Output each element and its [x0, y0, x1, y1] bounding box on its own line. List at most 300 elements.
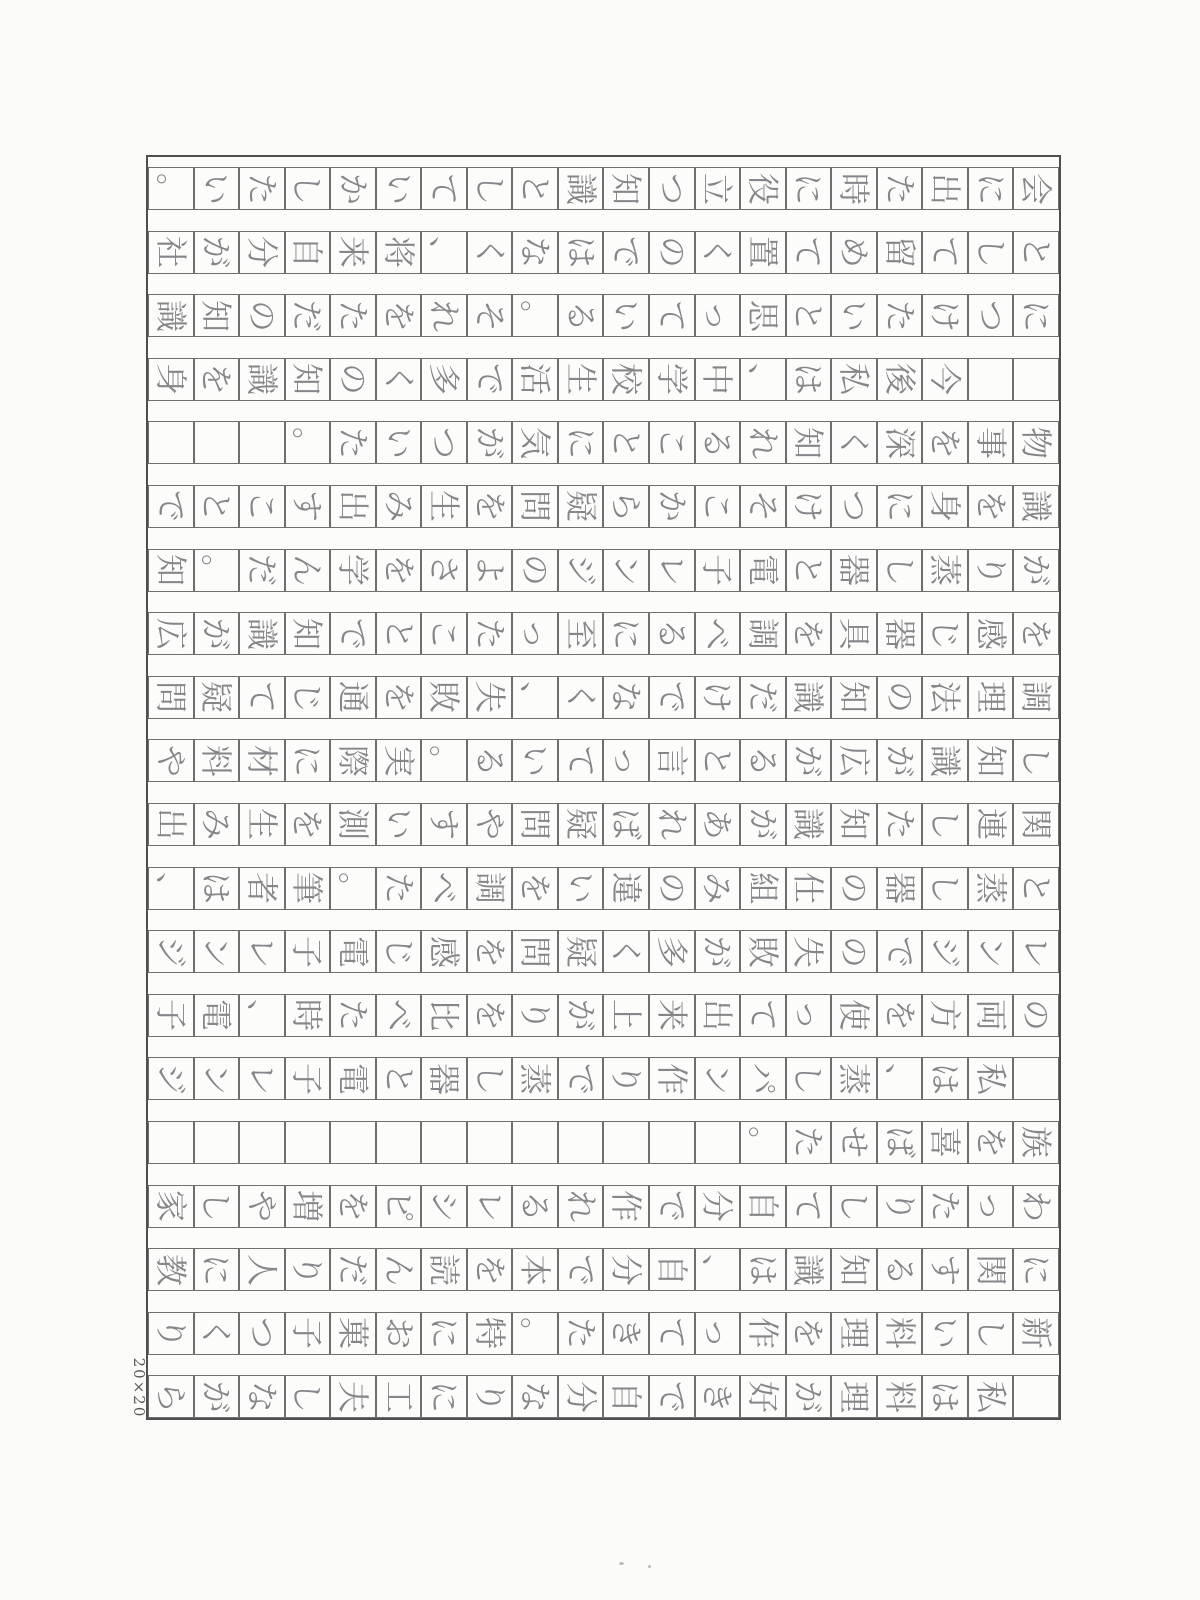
grid-cell: [786, 1248, 832, 1291]
grid-cell: [239, 930, 285, 973]
handwritten-character: っ: [698, 1317, 737, 1350]
handwritten-character: 、: [425, 236, 464, 269]
grid-cell: [786, 549, 832, 592]
grid-cell: [968, 421, 1014, 464]
grid-cell: [421, 1185, 467, 1228]
grid-cell: [786, 1121, 832, 1164]
grid-cell: [831, 930, 877, 973]
handwritten-character: 学: [333, 554, 372, 587]
grid-cell: [285, 1185, 331, 1228]
handwritten-character: し: [971, 236, 1010, 269]
handwritten-character: 来: [652, 999, 691, 1032]
grid-cell: [968, 549, 1014, 592]
grid-cell: [695, 485, 741, 528]
handwritten-character: ん: [288, 554, 327, 587]
handwritten-character: 組: [743, 872, 782, 905]
handwritten-character: 置: [743, 236, 782, 269]
grid-cell: [922, 1185, 968, 1228]
handwritten-character: 識: [242, 363, 281, 396]
handwritten-character: 問: [516, 935, 555, 968]
grid-cell: [467, 803, 513, 846]
grid-cell: [421, 231, 467, 274]
grid-cell: [558, 358, 604, 401]
grid-cell: [558, 549, 604, 592]
handwritten-character: つ: [971, 299, 1010, 332]
handwritten-character: み: [197, 808, 236, 841]
grid-cell: [239, 421, 285, 464]
grid-cell: [467, 358, 513, 401]
handwritten-character: せ: [834, 1126, 873, 1159]
handwritten-character: 作: [743, 1317, 782, 1350]
grid-cell: [512, 167, 558, 210]
handwritten-character: 。: [151, 172, 190, 205]
grid-cell: [603, 803, 649, 846]
grid-cell: [194, 421, 240, 464]
grid-cell: [786, 485, 832, 528]
grid-cell: [603, 1312, 649, 1355]
grid-cell: [285, 1375, 331, 1418]
handwritten-character: で: [652, 1380, 691, 1413]
grid-cell: [239, 358, 285, 401]
handwritten-character: 生: [561, 363, 600, 396]
grid-cell: [376, 549, 422, 592]
handwritten-character: の: [1017, 999, 1056, 1032]
handwritten-character: 問: [516, 808, 555, 841]
handwritten-character: れ: [425, 299, 464, 332]
grid-cell: [1013, 994, 1059, 1037]
handwritten-character: ん: [379, 1253, 418, 1286]
grid-cell: [194, 930, 240, 973]
grid-cell: [603, 1185, 649, 1228]
grid-cell: [239, 803, 285, 846]
grid-cell: [603, 421, 649, 464]
grid-cell: [695, 1375, 741, 1418]
grid-cell: [877, 549, 923, 592]
grid-cell: [603, 294, 649, 337]
grid-cell: [831, 231, 877, 274]
grid-cell: [695, 421, 741, 464]
grid-cell: [330, 1185, 376, 1228]
handwritten-character: 、: [698, 1253, 737, 1286]
grid-cell: [512, 1185, 558, 1228]
handwritten-character: に: [197, 1253, 236, 1286]
handwritten-character: で: [470, 363, 509, 396]
handwritten-character: 、: [880, 1062, 919, 1095]
handwritten-character: 失: [470, 681, 509, 714]
handwritten-character: 電: [197, 999, 236, 1032]
handwritten-character: 識: [151, 299, 190, 332]
grid-cell: [558, 1185, 604, 1228]
handwritten-character: 料: [880, 1317, 919, 1350]
grid-cell: [695, 294, 741, 337]
handwritten-character: っ: [971, 1189, 1010, 1223]
handwritten-character: し: [470, 1062, 509, 1095]
handwritten-character: 方: [926, 999, 965, 1032]
grid-cell: [740, 549, 786, 592]
grid-cell: [968, 994, 1014, 1037]
grid-cell: [831, 294, 877, 337]
grid-cell: [786, 803, 832, 846]
grid-cell: [239, 231, 285, 274]
grid-cell: [239, 1312, 285, 1355]
grid-cell: [649, 485, 695, 528]
grid-cell: [285, 421, 331, 464]
handwritten-character: 識: [242, 617, 281, 650]
grid-cell: [330, 676, 376, 719]
grid-cell: [968, 739, 1014, 782]
handwritten-character: め: [834, 236, 873, 269]
grid-cell: [786, 739, 832, 782]
handwritten-character: け: [698, 681, 737, 714]
grid-cell: [603, 994, 649, 1037]
grid-cell: [421, 930, 467, 973]
handwritten-character: そ: [470, 299, 509, 332]
grid-cell: [968, 1121, 1014, 1164]
handwritten-character: 喜: [926, 1126, 965, 1159]
grid-cell: [1013, 930, 1059, 973]
grid-cell: [148, 1248, 194, 1291]
handwritten-character: に: [971, 172, 1010, 205]
grid-cell: [968, 1248, 1014, 1291]
grid-cell: [740, 867, 786, 910]
grid-cell: [194, 1375, 240, 1418]
handwritten-character: は: [197, 872, 236, 905]
grid-cell: [831, 358, 877, 401]
handwritten-character: 、: [151, 872, 190, 905]
handwritten-character: る: [880, 1253, 919, 1286]
grid-cell: [831, 1312, 877, 1355]
grid-cell: [467, 1312, 513, 1355]
grid-cell: [467, 676, 513, 719]
handwritten-character: を: [379, 554, 418, 587]
grid-cell: [512, 994, 558, 1037]
grid-cell: [239, 294, 285, 337]
handwritten-character: を: [197, 363, 236, 396]
grid-cell: [649, 1185, 695, 1228]
grid-cell: [786, 612, 832, 655]
handwritten-character: の: [652, 872, 691, 905]
grid-cell: [421, 358, 467, 401]
grid-cell: [649, 1248, 695, 1291]
handwritten-character: た: [333, 426, 372, 459]
handwritten-character: 関: [1017, 808, 1056, 841]
handwritten-character: を: [288, 808, 327, 841]
handwritten-character: 中: [698, 363, 737, 396]
grid-cell: [740, 1312, 786, 1355]
handwritten-character: い: [607, 299, 646, 332]
grid-row: [148, 739, 1059, 782]
grid-cell: [603, 1375, 649, 1418]
handwritten-character: が: [470, 426, 509, 459]
handwritten-character: 仕: [789, 872, 828, 905]
handwritten-character: に: [561, 426, 600, 459]
handwritten-character: を: [516, 872, 555, 905]
grid-cell: [877, 167, 923, 210]
handwritten-character: 特: [470, 1317, 509, 1350]
handwritten-character: 知: [288, 617, 327, 650]
grid-cell: [558, 1312, 604, 1355]
grid-cell: [786, 358, 832, 401]
grid-cell: [649, 803, 695, 846]
handwritten-character: 、: [516, 681, 555, 714]
handwritten-character: 時: [834, 172, 873, 205]
handwritten-character: に: [1017, 299, 1056, 332]
grid-cell: [922, 231, 968, 274]
grid-cell: [1013, 421, 1059, 464]
handwritten-character: 広: [834, 744, 873, 777]
grid-cell: [603, 739, 649, 782]
handwritten-character: で: [652, 1189, 691, 1223]
grid-cell: [740, 231, 786, 274]
grid-cell: [330, 549, 376, 592]
grid-cell: [831, 1248, 877, 1291]
handwritten-character: 気: [516, 426, 555, 459]
grid-row: [148, 358, 1059, 401]
grid-cell: [603, 1057, 649, 1100]
grid-cell: [922, 739, 968, 782]
grid-cell: [877, 1121, 923, 1164]
grid-cell: [968, 1057, 1014, 1100]
handwritten-character: ら: [151, 1380, 190, 1413]
handwritten-character: 生: [242, 808, 281, 841]
handwritten-character: 電: [333, 935, 372, 968]
grid-cell: [512, 421, 558, 464]
grid-cell: [786, 294, 832, 337]
grid-cell: [1013, 1185, 1059, 1228]
grid-cell: [695, 867, 741, 910]
grid-cell: [649, 231, 695, 274]
grid-cell: [467, 612, 513, 655]
handwritten-character: た: [470, 617, 509, 650]
grid-cell: [376, 930, 422, 973]
handwritten-character: て: [652, 1317, 691, 1350]
grid-row: [148, 485, 1059, 528]
grid-cell: [330, 612, 376, 655]
handwritten-character: が: [1017, 554, 1056, 587]
handwritten-character: 筆: [288, 872, 327, 905]
grid-cell: [1013, 549, 1059, 592]
grid-cell: [330, 1248, 376, 1291]
grid-cell: [330, 1312, 376, 1355]
handwritten-character: 、: [743, 363, 782, 396]
grid-cell: [558, 485, 604, 528]
handwritten-character: 新: [1017, 1317, 1056, 1350]
handwritten-character: り: [151, 1317, 190, 1350]
grid-cell: [1013, 1121, 1059, 1164]
handwritten-character: 敗: [425, 681, 464, 714]
handwritten-character: た: [880, 299, 919, 332]
handwritten-character: 子: [698, 554, 737, 587]
grid-cell: [148, 549, 194, 592]
handwritten-character: っ: [698, 299, 737, 332]
grid-cell: [421, 167, 467, 210]
handwritten-character: 立: [698, 172, 737, 205]
grid-cell: [148, 1185, 194, 1228]
grid-cell: [603, 231, 649, 274]
grid-cell: [786, 1057, 832, 1100]
grid-cell: [877, 867, 923, 910]
grid-row: [148, 421, 1059, 464]
grid-cell: [421, 612, 467, 655]
grid-cell: [603, 549, 649, 592]
grid-cell: [649, 612, 695, 655]
handwritten-character: さ: [425, 554, 464, 587]
grid-cell: [786, 867, 832, 910]
grid-cell: [376, 1057, 422, 1100]
grid-cell: [467, 1185, 513, 1228]
handwritten-character: て: [242, 681, 281, 714]
grid-cell: [330, 930, 376, 973]
handwritten-character: く: [561, 681, 600, 714]
grid-cell: [421, 1375, 467, 1418]
handwritten-character: 子: [288, 935, 327, 968]
grid-cell: [239, 867, 285, 910]
handwritten-character: が: [789, 1380, 828, 1413]
grid-cell: [421, 1121, 467, 1164]
handwritten-character: 事: [971, 426, 1010, 459]
handwritten-character: き: [698, 1380, 737, 1413]
handwritten-character: な: [242, 1380, 281, 1413]
grid-cell: [148, 167, 194, 210]
grid-cell: [376, 1248, 422, 1291]
handwritten-character: 理: [834, 1317, 873, 1350]
handwritten-character: す: [288, 490, 327, 523]
grid-cell: [1013, 1312, 1059, 1355]
grid-cell: [512, 676, 558, 719]
handwritten-character: い: [197, 172, 236, 205]
grid-cell: [376, 867, 422, 910]
handwritten-character: ン: [197, 1062, 236, 1095]
handwritten-character: 識: [926, 744, 965, 777]
grid-cell: [831, 994, 877, 1037]
grid-cell: [922, 1121, 968, 1164]
grid-cell: [239, 612, 285, 655]
handwritten-character: 。: [516, 1317, 555, 1350]
grid-row: [148, 612, 1059, 655]
grid-cell: [740, 167, 786, 210]
grid-cell: [467, 994, 513, 1037]
handwritten-character: 身: [926, 490, 965, 523]
grid-cell: [285, 1057, 331, 1100]
handwritten-character: た: [242, 172, 281, 205]
grid-cell: [877, 676, 923, 719]
grid-cell: [922, 1312, 968, 1355]
handwritten-character: じ: [288, 681, 327, 714]
handwritten-character: が: [197, 1380, 236, 1413]
handwritten-character: 自: [652, 1253, 691, 1286]
grid-row: [148, 1121, 1059, 1164]
grid-cell: [239, 549, 285, 592]
handwritten-character: 識: [789, 808, 828, 841]
grid-cell: [467, 1057, 513, 1100]
handwritten-character: 料: [880, 1380, 919, 1413]
handwritten-character: れ: [743, 426, 782, 459]
manuscript-sheet: [146, 155, 1061, 1420]
grid-cell: [877, 1057, 923, 1100]
grid-cell: [376, 421, 422, 464]
grid-cell: [239, 1057, 285, 1100]
grid-cell: [603, 612, 649, 655]
grid-cell: [239, 994, 285, 1037]
grid-cell: [922, 421, 968, 464]
grid-cell: [1013, 867, 1059, 910]
handwritten-character: お: [379, 1317, 418, 1350]
handwritten-character: に: [789, 172, 828, 205]
handwritten-character: し: [926, 808, 965, 841]
handwritten-character: る: [743, 744, 782, 777]
grid-cell: [968, 358, 1014, 401]
grid-cell: [877, 803, 923, 846]
grid-cell: [786, 167, 832, 210]
handwritten-character: あ: [698, 808, 737, 841]
handwritten-character: を: [789, 1317, 828, 1350]
grid-cell: [1013, 358, 1059, 401]
grid-cell: [194, 1121, 240, 1164]
grid-cell: [512, 1312, 558, 1355]
grid-cell: [285, 358, 331, 401]
handwritten-character: つ: [834, 490, 873, 523]
handwritten-character: 菓: [333, 1317, 372, 1350]
grid-cell: [1013, 803, 1059, 846]
grid-cell: [239, 167, 285, 210]
handwritten-character: 識: [789, 1253, 828, 1286]
handwritten-character: ば: [607, 808, 646, 841]
handwritten-character: い: [516, 744, 555, 777]
handwritten-character: 知: [834, 1253, 873, 1286]
handwritten-character: り: [880, 1189, 919, 1223]
handwritten-character: に: [425, 1380, 464, 1413]
handwritten-character: と: [379, 617, 418, 650]
grid-cell: [831, 612, 877, 655]
handwritten-character: 出: [151, 808, 190, 841]
grid-cell: [740, 1375, 786, 1418]
grid-cell: [922, 167, 968, 210]
grid-cell: [330, 1057, 376, 1100]
handwritten-character: が: [698, 935, 737, 968]
grid-cell: [239, 1375, 285, 1418]
handwritten-character: し: [197, 1189, 236, 1223]
grid-cell: [467, 421, 513, 464]
grid-cell: [740, 1248, 786, 1291]
grid-cell: [421, 421, 467, 464]
handwritten-character: す: [926, 1253, 965, 1286]
grid-cell: [649, 1312, 695, 1355]
handwritten-character: て: [652, 299, 691, 332]
grid-cell: [740, 358, 786, 401]
handwritten-character: る: [561, 299, 600, 332]
handwritten-character: ジ: [561, 554, 600, 587]
handwritten-character: い: [926, 1317, 965, 1350]
grid-cell: [512, 1375, 558, 1418]
handwritten-character: 。: [743, 1126, 782, 1159]
grid-row: [148, 930, 1059, 973]
grid-cell: [740, 1185, 786, 1228]
grid-cell: [376, 803, 422, 846]
handwritten-character: で: [880, 935, 919, 968]
handwritten-character: シ: [425, 1189, 464, 1223]
grid-cell: [603, 930, 649, 973]
grid-cell: [922, 485, 968, 528]
grid-cell: [330, 485, 376, 528]
handwritten-character: を: [379, 681, 418, 714]
grid-cell: [512, 739, 558, 782]
grid-cell: [148, 994, 194, 1037]
handwritten-character: る: [516, 1189, 555, 1223]
handwritten-character: と: [789, 299, 828, 332]
grid-row: [148, 1248, 1059, 1291]
handwritten-character: 法: [926, 681, 965, 714]
grid-cell: [194, 867, 240, 910]
